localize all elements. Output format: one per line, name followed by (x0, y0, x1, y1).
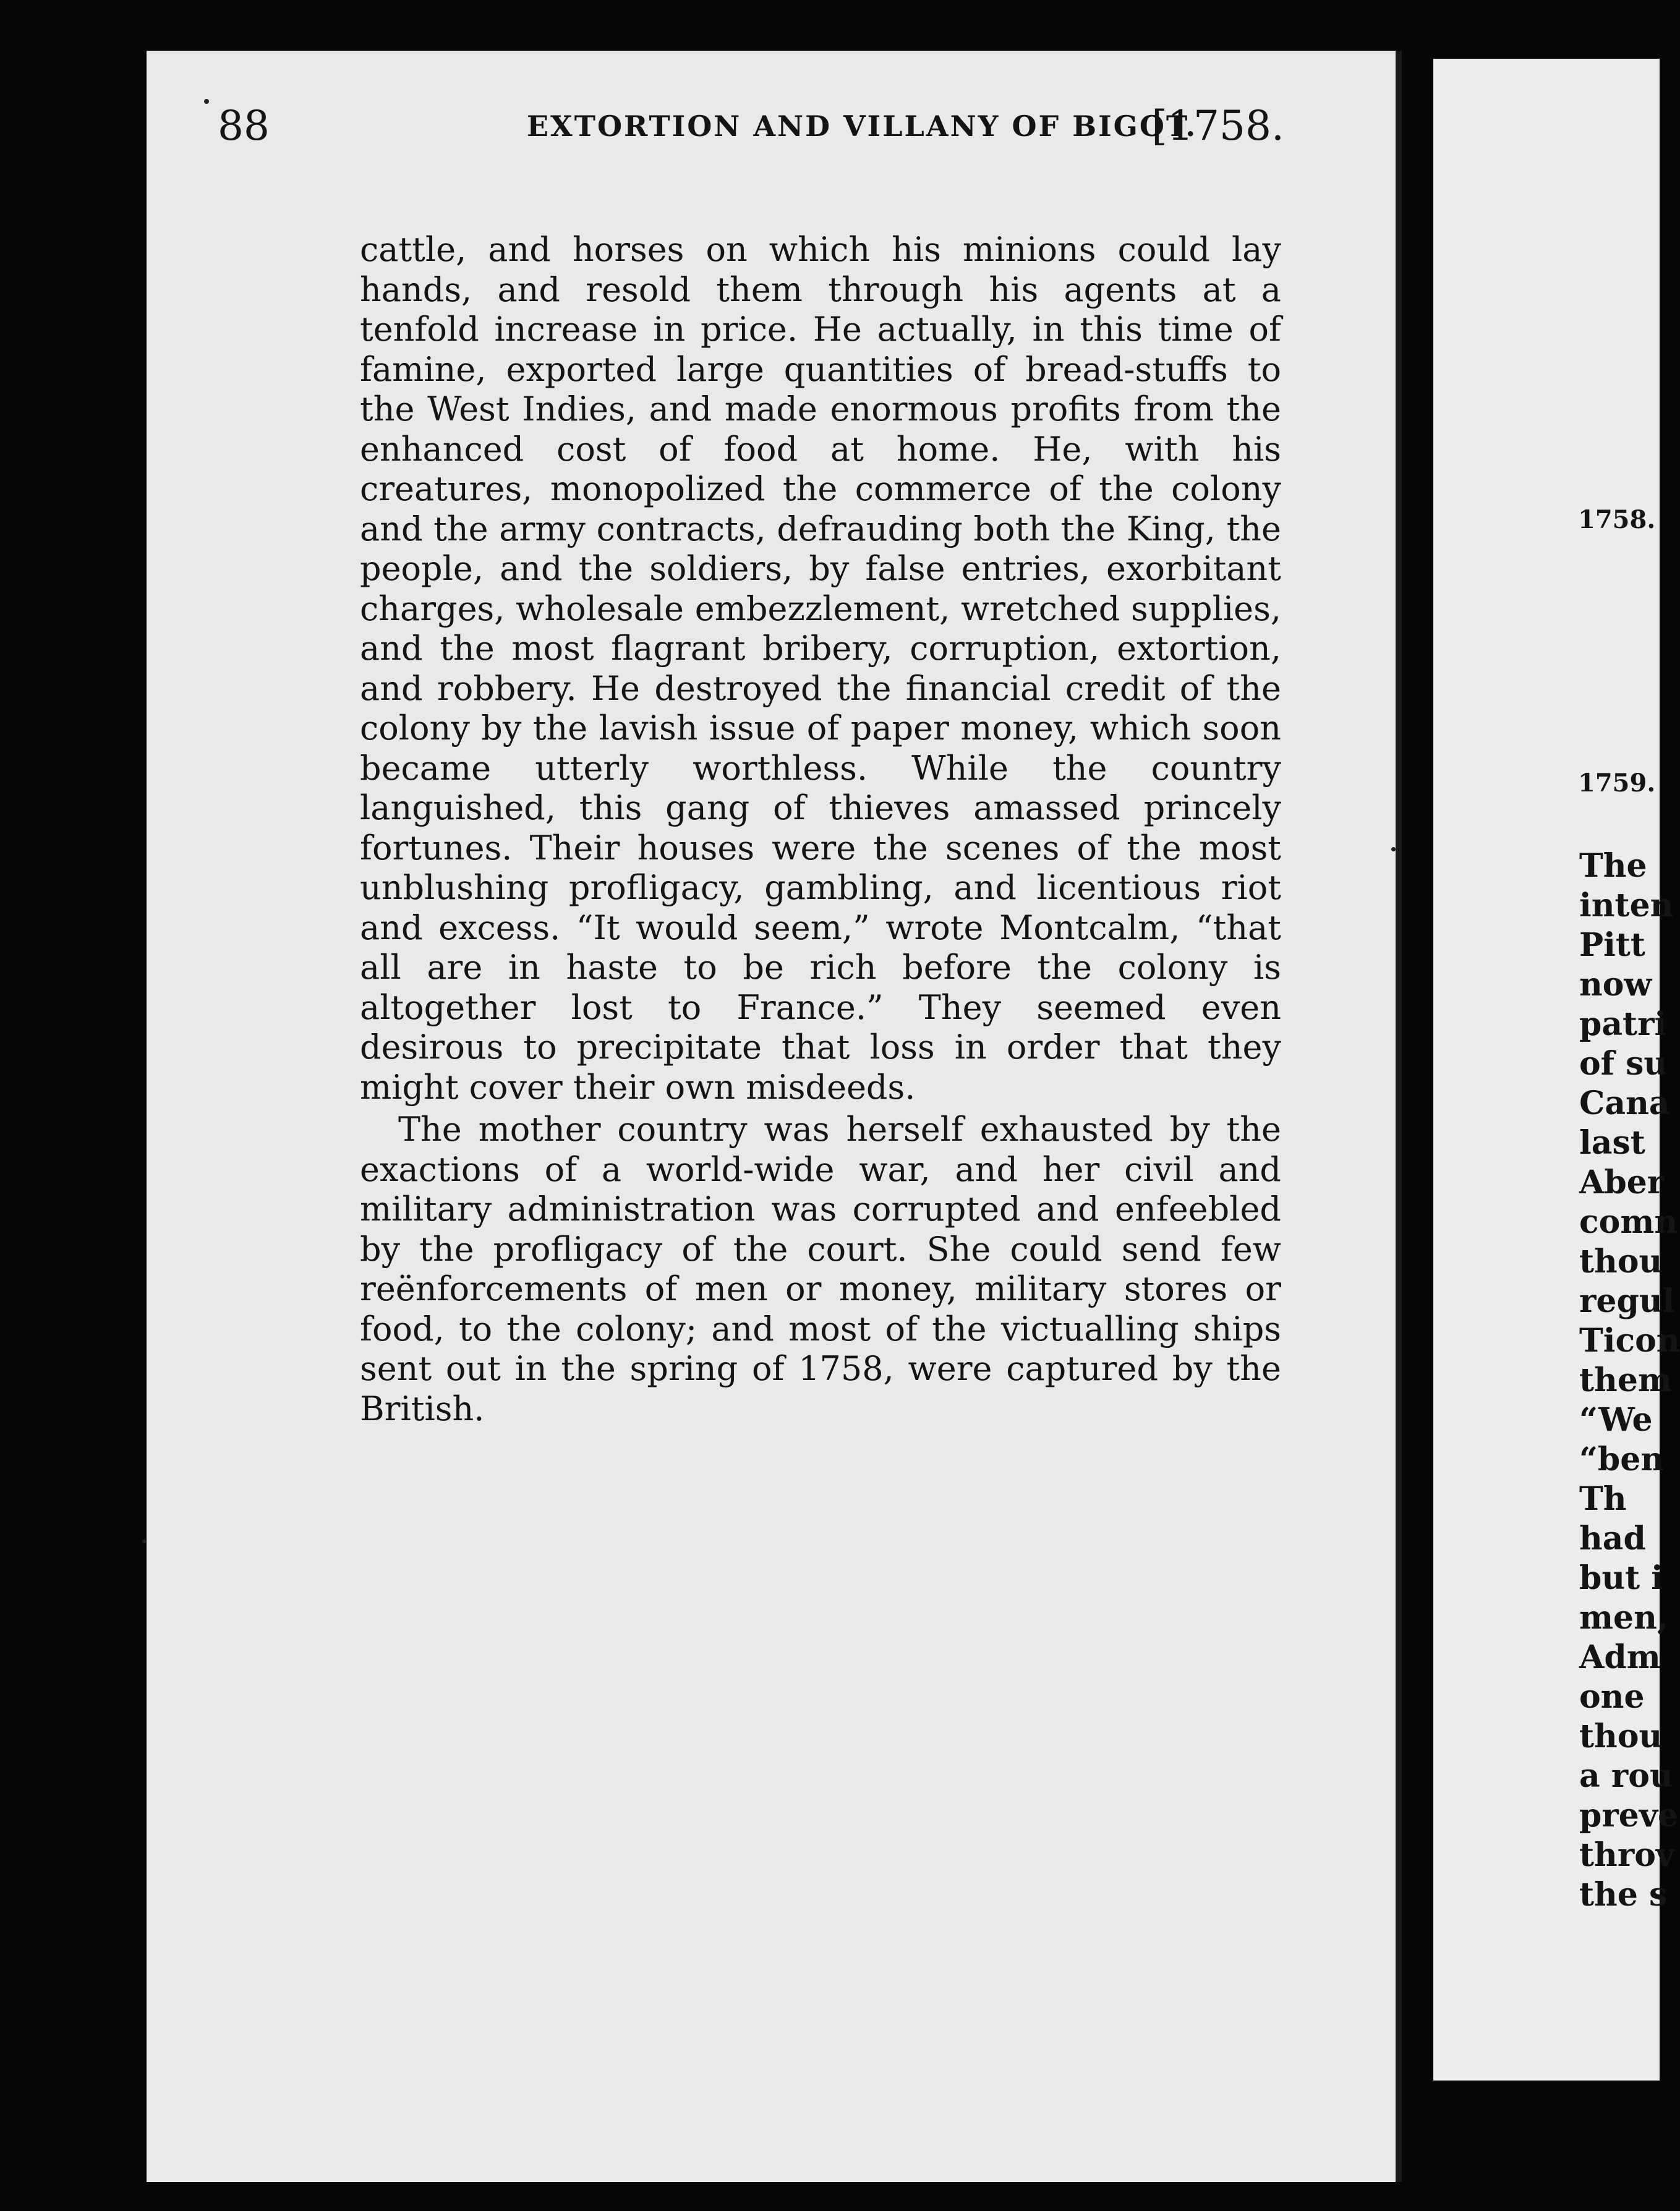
scan-speck (142, 1540, 146, 1543)
text-fragment: regul (1579, 1282, 1675, 1320)
header-year: [1758. (1151, 102, 1284, 150)
text-fragment: inten (1579, 887, 1674, 924)
text-fragment: a rou (1579, 1757, 1673, 1795)
text-fragment: had (1579, 1520, 1646, 1557)
text-fragment: now (1579, 966, 1652, 1003)
text-fragment: but i (1579, 1559, 1664, 1597)
text-fragment: preve (1579, 1797, 1679, 1834)
paragraph-1: cattle, and horses on which his minions could lay hands, and resold them through his agents at a tenfold increase in price. He actually, in this time of famine, exported large quantities of bread-stuffs to the West Indies, and made enormous profits from the enhanced cost of food at home. He, with his creatures, monopolized the commerce of the colony and the army contracts, defrauding both the King, the people, and the soldiers, by false entries, exorbitant charges, wholesale embezzlement, wretched supplies, and the most flagrant bribery, corruption, extortion, and robbery. He destroyed the financial credit of the colony by the lavish issue of paper money, which soon became utterly worthless. While the country languished, this gang of thieves amassed princely fortunes. Their houses were the scenes of the most unblushing profligacy, gambling, and licentious riot and excess. “It would seem,” wrote Montcalm, “that all are in haste to be rich before the colony is altogether lost to France.” They seemed even desirous to precipitate that loss in order that they might cover their own misdeeds. (360, 230, 1281, 1107)
text-fragment: thou (1579, 1718, 1663, 1755)
text-fragment: Pitt (1579, 926, 1645, 964)
text-fragment: the s (1579, 1876, 1668, 1914)
text-fragment: throv (1579, 1836, 1675, 1874)
page-header (218, 102, 1284, 161)
text-fragment: Aber (1579, 1164, 1665, 1201)
text-fragment: them (1579, 1361, 1672, 1399)
margin-year: 1759. (1578, 769, 1656, 798)
text-fragment: thou (1579, 1243, 1663, 1280)
text-fragment: of su (1579, 1045, 1668, 1083)
page-number: 88 (218, 102, 270, 150)
scan-speck (1391, 847, 1396, 851)
text-fragment: The (1579, 847, 1647, 885)
text-fragment: comn (1579, 1203, 1678, 1241)
text-fragment: one (1579, 1678, 1645, 1716)
running-title: EXTORTION AND VILLANY OF BIGOT. (527, 109, 1198, 143)
margin-year: 1758. (1578, 505, 1656, 534)
facing-page (1433, 59, 1680, 2081)
text-fragment: Th (1579, 1480, 1627, 1518)
body-text (360, 230, 1281, 1429)
scan-speck (204, 99, 209, 104)
text-fragment: Adm (1579, 1638, 1661, 1676)
text-fragment: men, (1579, 1599, 1669, 1637)
text-fragment: “ben (1579, 1441, 1665, 1478)
text-fragment: Cana (1579, 1084, 1670, 1122)
text-fragment: last (1579, 1124, 1645, 1162)
text-fragment: patri (1579, 1005, 1667, 1043)
text-fragment: “We (1579, 1401, 1653, 1439)
text-fragment: Ticon (1579, 1322, 1680, 1360)
paragraph-2: The mother country was herself exhausted by the exactions of a world-wide war, and her civil and military administration was corrupted and enfeebled by the profligacy of the court. She could send few reënforcements of men or money, military stores or food, to the colony; and most of the victualling ships sent out in the spring of 1758, were captured by the British. (360, 1110, 1281, 1428)
